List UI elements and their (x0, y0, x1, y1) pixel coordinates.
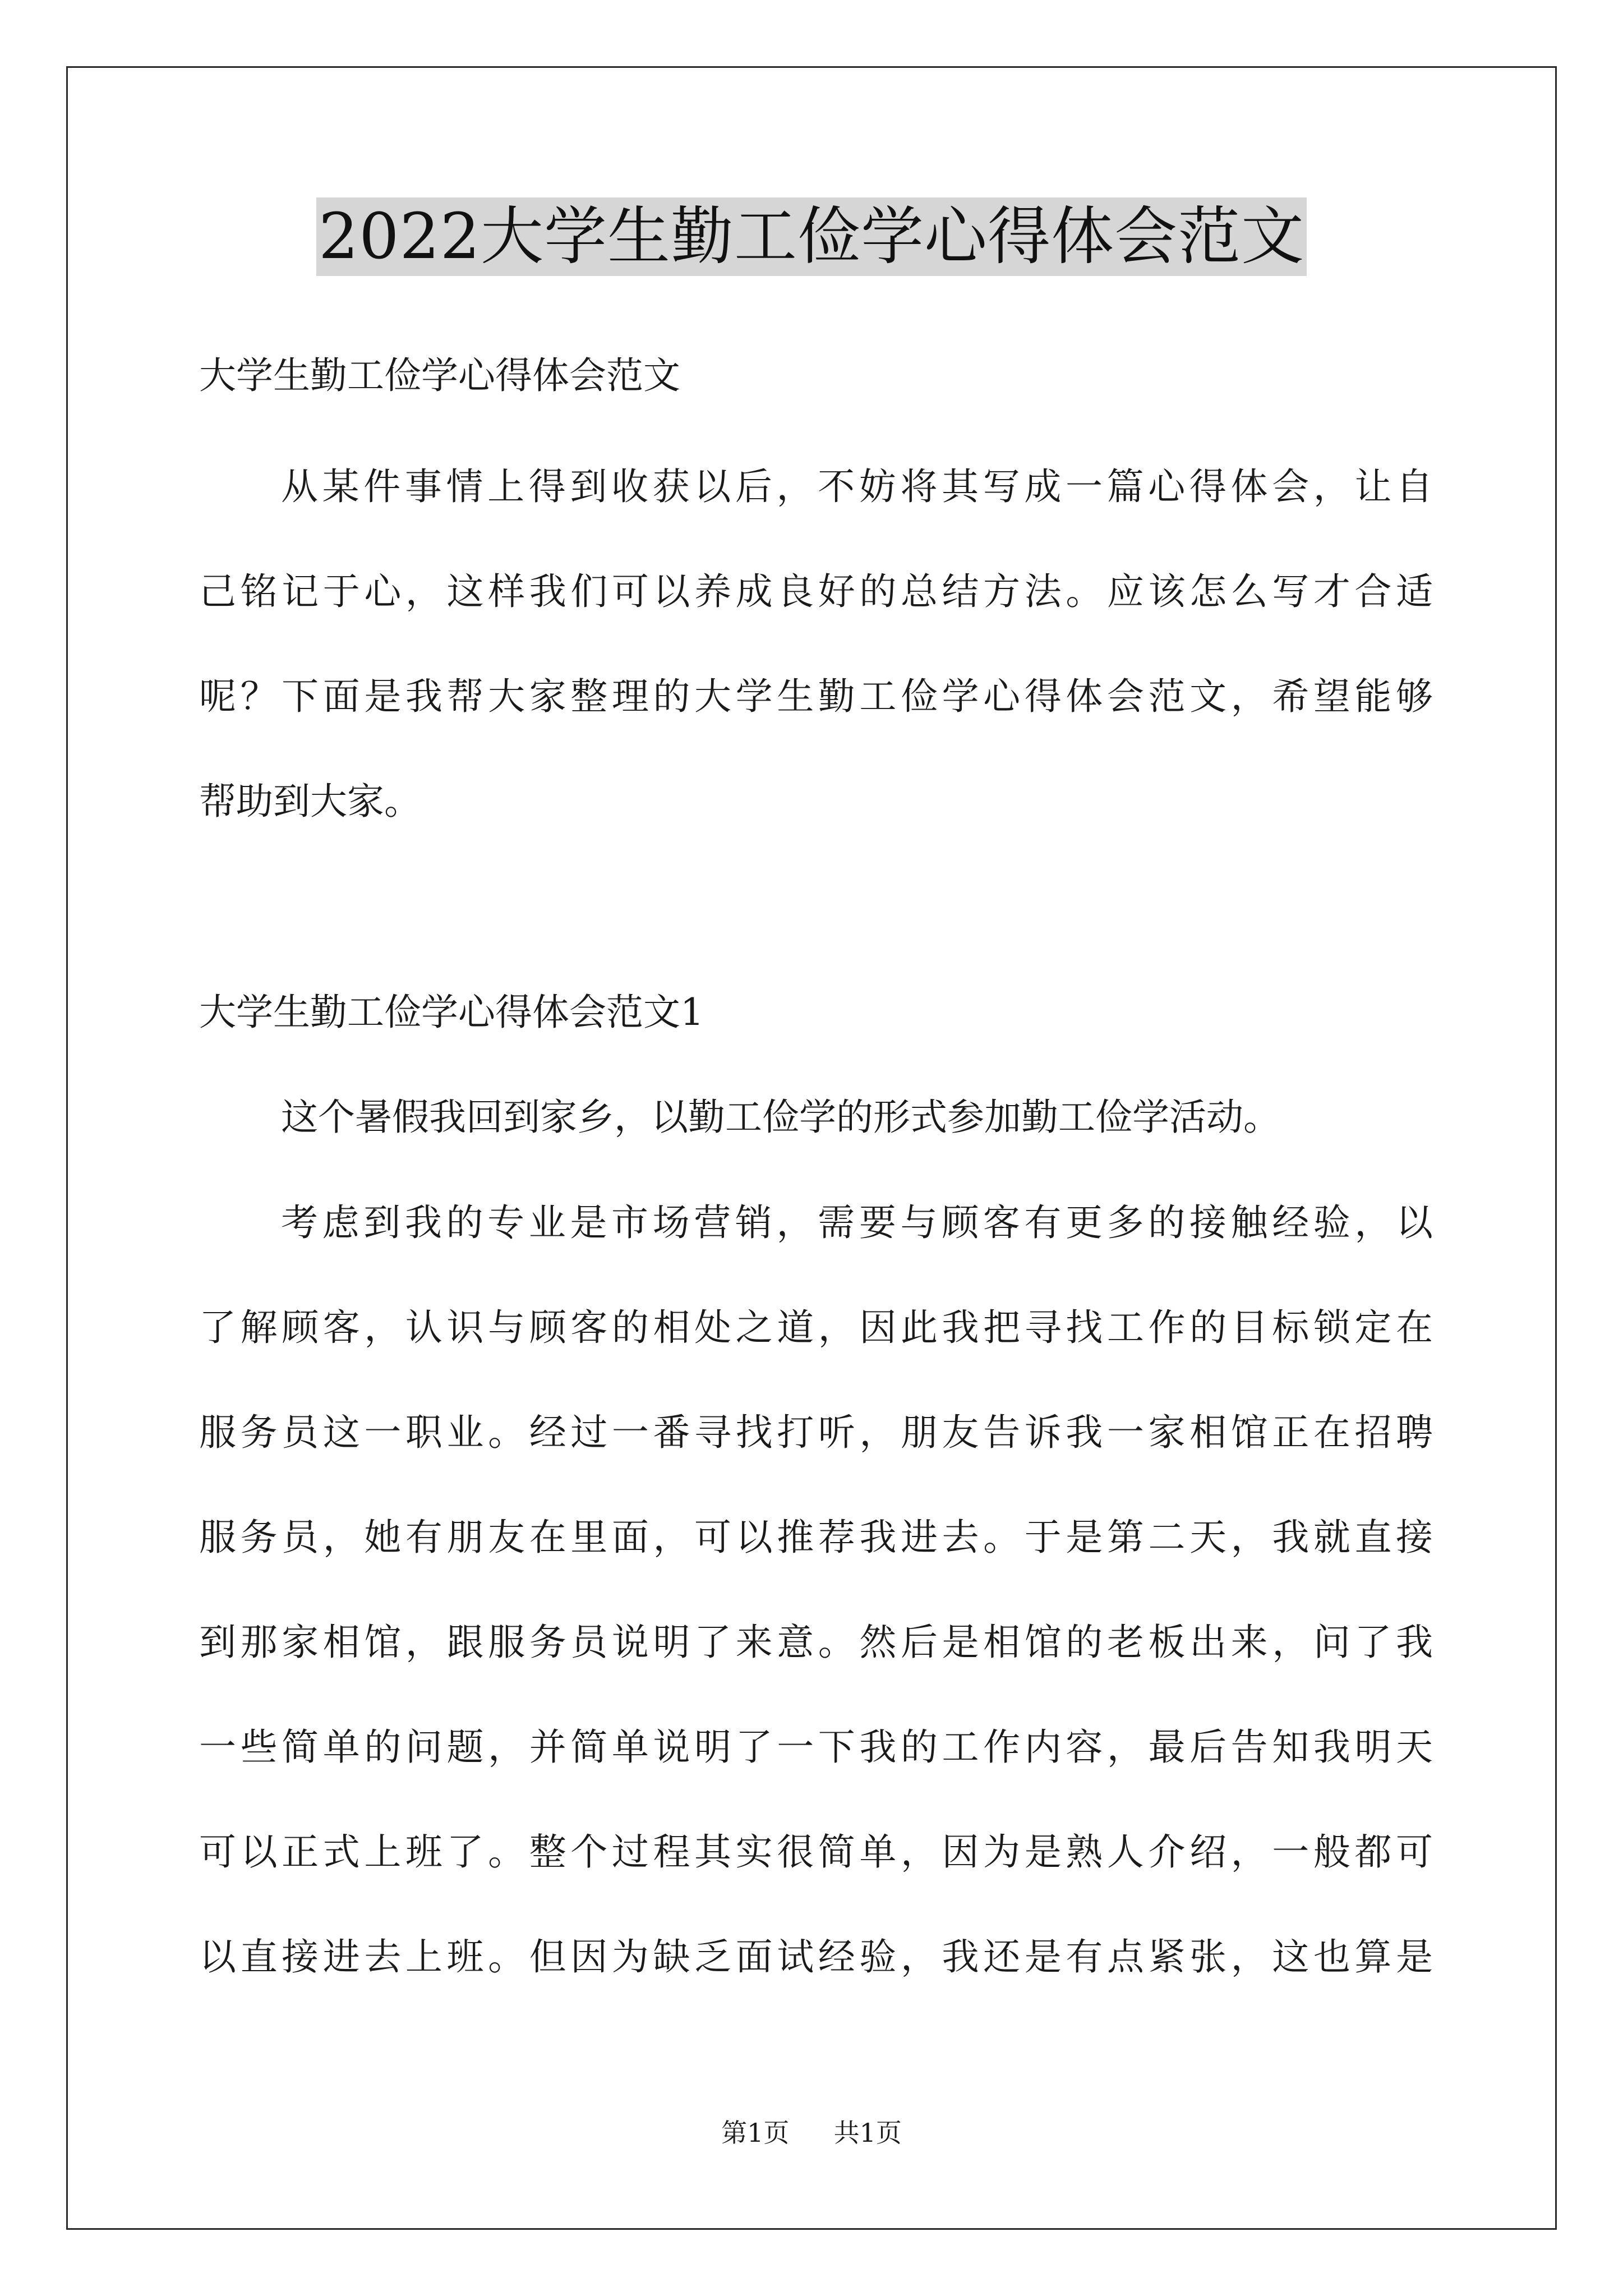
title-container (0, 197, 1623, 276)
page-footer (0, 2116, 1623, 2150)
document-title: 2022大学生勤工俭学心得体会范文 (316, 197, 1307, 276)
paragraph-2-line-2: 了解顾客，认识与顾客的相处之道，因此我把寻找工作的目标锁定在 (199, 1306, 1433, 1349)
paragraph-2-line-7: 可以正式上班了。整个过程其实很简单，因为是熟人介绍，一般都可 (199, 1830, 1433, 1874)
paragraph-2-line-6: 一些简单的问题，并简单说明了一下我的工作内容，最后告知我明天 (199, 1726, 1433, 1769)
paragraph-2-line-3: 服务员这一职业。经过一番寻找打听，朋友告诉我一家相馆正在招聘 (199, 1411, 1433, 1454)
section-heading: 大学生勤工俭学心得体会范文1 (199, 991, 704, 1034)
paragraph-1: 这个暑假我回到家乡，以勤工俭学的形式参加勤工俭学活动。 (281, 1096, 1280, 1139)
paragraph-2-line-4: 服务员，她有朋友在里面，可以推荐我进去。于是第二天，我就直接 (199, 1516, 1433, 1559)
page-number: 第1页 (721, 2118, 790, 2148)
intro-line-2: 己铭记于心，这样我们可以养成良好的总结方法。应该怎么写才合适 (199, 570, 1433, 613)
intro-line-3: 呢？下面是我帮大家整理的大学生勤工俭学心得体会范文，希望能够 (199, 675, 1433, 718)
paragraph-2-line-1: 考虑到我的专业是市场营销，需要与顾客有更多的接触经验，以 (281, 1201, 1433, 1244)
page-total: 共1页 (833, 2118, 902, 2148)
paragraph-2-line-8: 以直接进去上班。但因为缺乏面试经验，我还是有点紧张，这也算是 (199, 1935, 1433, 1978)
paragraph-2-line-5: 到那家相馆，跟服务员说明了来意。然后是相馆的老板出来，问了我 (199, 1621, 1433, 1664)
document-subtitle: 大学生勤工俭学心得体会范文 (199, 354, 680, 397)
intro-line-1: 从某件事情上得到收获以后，不妨将其写成一篇心得体会，让自 (281, 465, 1433, 508)
intro-line-4: 帮助到大家。 (199, 780, 421, 823)
